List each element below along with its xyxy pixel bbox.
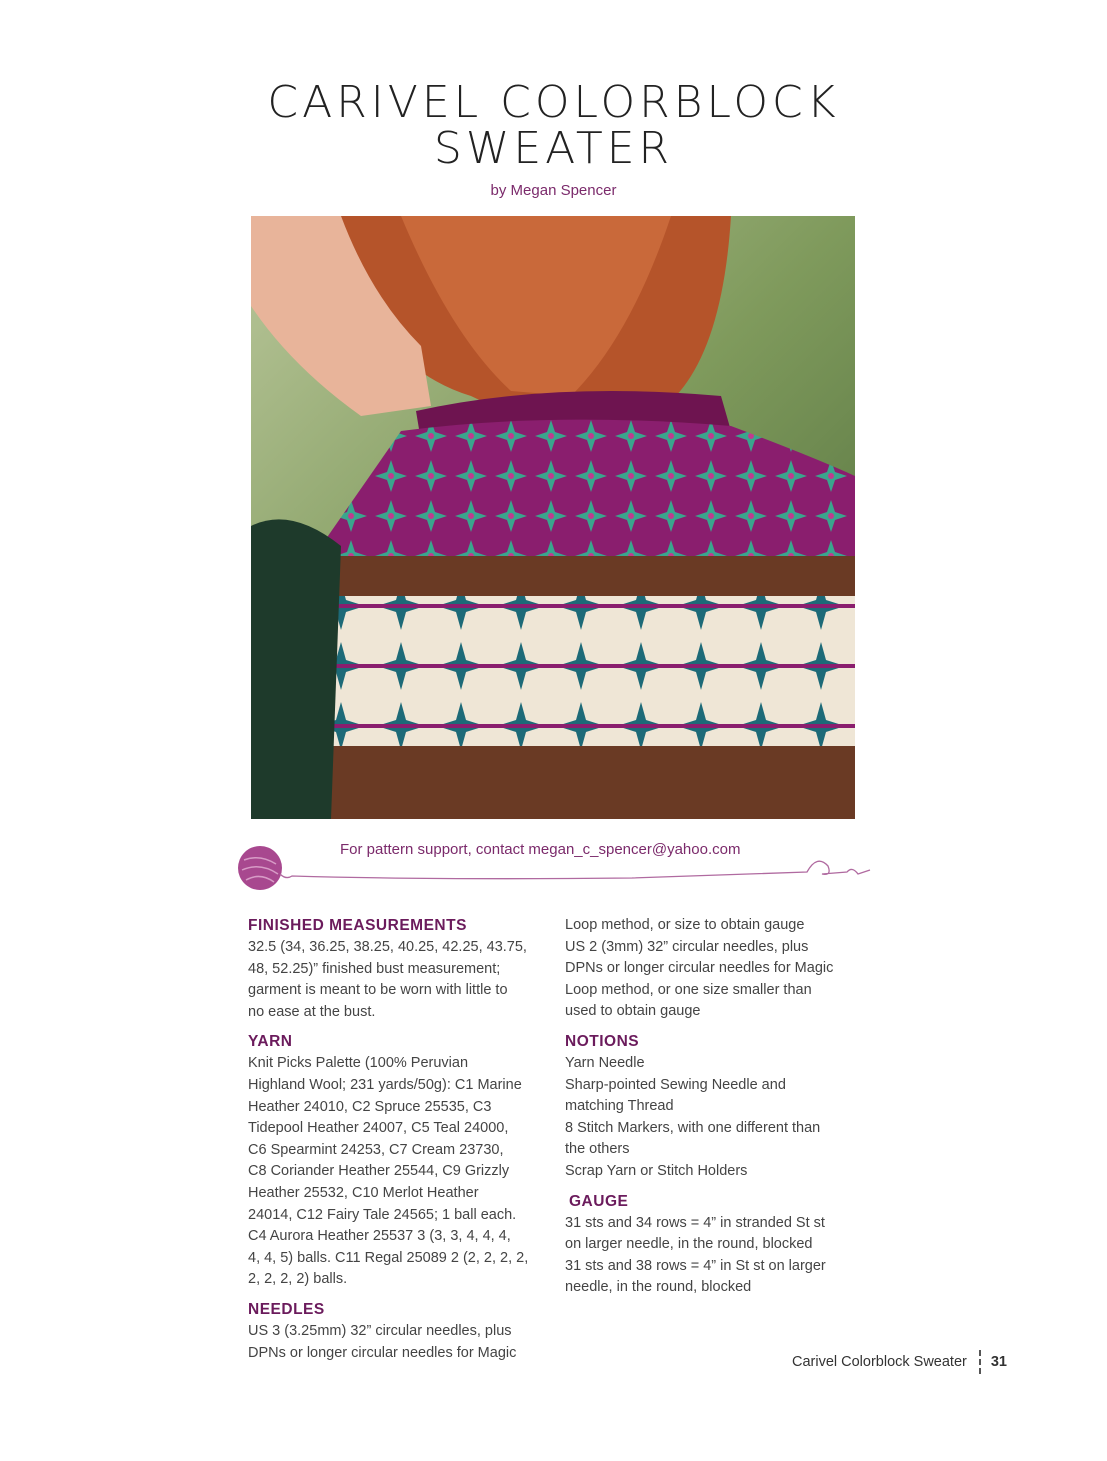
text-line: Loop method, or size to obtain gauge	[565, 917, 805, 933]
text-line: DPNs or longer circular needles for Magic	[565, 960, 834, 977]
text-line: US 2 (3mm) 32” circular needles, plus	[565, 938, 809, 955]
yarn-divider	[232, 840, 877, 900]
section-heading-finished-measurements: FINISHED MEASUREMENTS	[248, 917, 467, 934]
text-line: garment is meant to be worn with little to	[248, 982, 508, 999]
text-line: 32.5 (34, 36.25, 38.25, 40.25, 42.25, 43.75,	[248, 939, 527, 955]
left-column	[248, 915, 546, 1364]
page-title	[0, 77, 1107, 174]
footer-separator	[979, 1350, 981, 1374]
text-line: Yarn Needle	[565, 1054, 645, 1071]
text-line: Loop method, or one size smaller than	[565, 981, 812, 998]
text-line: 24014, C12 Fairy Tale 24565; 1 ball each.	[248, 1206, 517, 1223]
text-line: Sharp-pointed Sewing Needle and	[565, 1076, 786, 1093]
section-heading-yarn: YARN	[248, 1033, 293, 1051]
text-line: Knit Picks Palette (100% Peruvian	[248, 1055, 469, 1072]
text-line: 31 sts and 34 rows = 4” in stranded St st	[565, 1214, 825, 1231]
text-line: no ease at the bust.	[248, 1003, 376, 1020]
right-column	[565, 915, 865, 1299]
yarn-thread	[280, 861, 870, 878]
text-line: Heather 25532, C10 Merlot Heather	[248, 1184, 479, 1201]
footer-label: Carivel Colorblock Sweater	[791, 1354, 967, 1370]
text-line: DPNs or longer circular needles for Magic	[248, 1344, 517, 1361]
text-line: Tidepool Heather 24007, C5 Teal 24000,	[248, 1120, 509, 1137]
text-line: C6 Spearmint 24253, C7 Cream 23730,	[248, 1141, 504, 1158]
section-heading-notions: NOTIONS	[565, 1032, 640, 1050]
text-line: needle, in the round, blocked	[565, 1279, 752, 1296]
title-line-1: CARIVEL COLORBLOCK	[267, 77, 840, 128]
text-line: US 3 (3.25mm) 32” circular needles, plus	[248, 1322, 512, 1339]
page-number: 31	[990, 1354, 1007, 1370]
text-line: used to obtain gauge	[565, 1003, 701, 1020]
text-line: 48, 52.25)” finished bust measurement;	[248, 960, 501, 977]
section-heading-needles: NEEDLES	[248, 1300, 325, 1318]
text-line: 2, 2, 2, 2) balls.	[248, 1271, 348, 1288]
text-line: Scrap Yarn or Stitch Holders	[565, 1162, 748, 1179]
yarn-ball-icon	[238, 846, 282, 890]
text-line: matching Thread	[565, 1098, 674, 1115]
text-line: 4, 4, 5) balls. C11 Regal 25089 2 (2, 2, 2, 2,	[248, 1249, 529, 1266]
text-line: Highland Wool; 231 yards/50g): C1 Marine	[248, 1076, 522, 1093]
text-line: the others	[565, 1141, 630, 1158]
text-line: 31 sts and 38 rows = 4” in St st on larger	[565, 1257, 826, 1274]
author-byline: by Megan Spencer	[490, 182, 617, 199]
text-line: 8 Stitch Markers, with one different than	[565, 1119, 821, 1136]
title-line-2: SWEATER	[433, 123, 674, 174]
page-footer	[792, 1350, 1007, 1374]
pattern-support-text: For pattern support, contact megan_c_spencer@yahoo.com	[340, 841, 741, 858]
section-heading-gauge: GAUGE	[569, 1192, 629, 1210]
sweater-photo	[251, 216, 855, 819]
text-line: C4 Aurora Heather 25537 3 (3, 3, 4, 4, 4,	[248, 1228, 511, 1245]
text-line: C8 Coriander Heather 25544, C9 Grizzly	[248, 1163, 510, 1180]
text-line: Heather 24010, C2 Spruce 25535, C3	[248, 1098, 492, 1115]
text-line: on larger needle, in the round, blocked	[565, 1236, 813, 1253]
